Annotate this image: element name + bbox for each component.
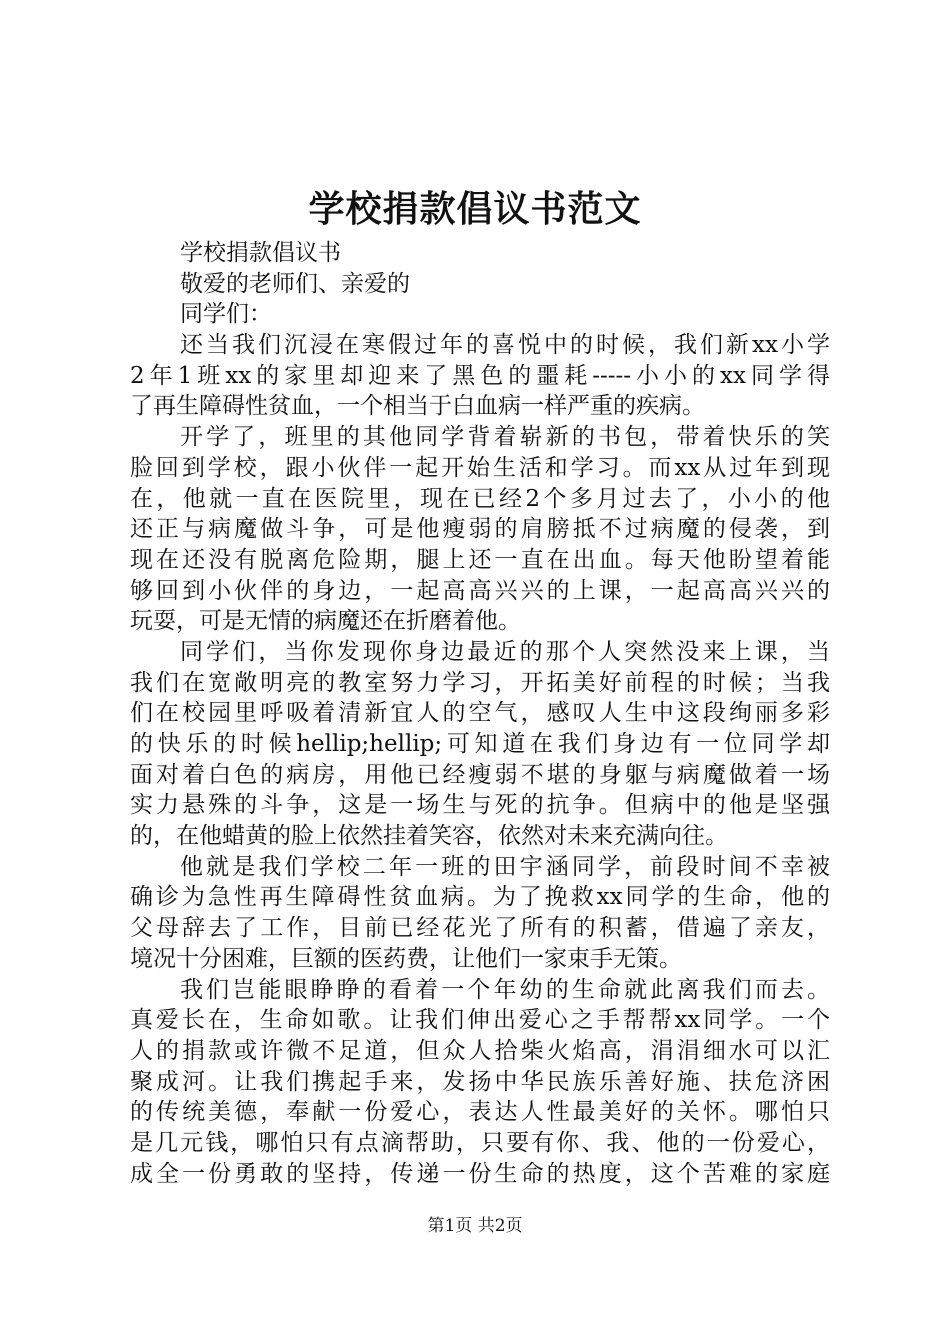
- text-line: 脸回到学校，跟小伙伴一起开始生活和学习。而xx从过年到现: [130, 454, 830, 481]
- text-line: 父母辞去了工作，目前已经花光了所有的积蓄，借遍了亲友，: [130, 915, 830, 942]
- text-line: 境况十分困难，巨额的医药费，让他们一家束手无策。: [130, 945, 682, 972]
- text-line: 同学们：: [180, 301, 272, 328]
- text-line: 够回到小伙伴的身边，一起高高兴兴的上课，一起高高兴兴的: [130, 577, 830, 604]
- text-line: 面对着白色的病房，用他已经瘦弱不堪的身躯与病魔做着一场: [130, 761, 830, 788]
- text-line: 了再生障碍性贫血，一个相当于白血病一样严重的疾病。: [130, 393, 705, 420]
- text-line: 实力悬殊的斗争，这是一场生与死的抗争。但病中的他是坚强: [130, 792, 830, 819]
- page-footer: 第1页 共2页: [427, 1216, 523, 1236]
- text-line: 的快乐的时候hellip;hellip;可知道在我们身边有一位同学却: [130, 731, 830, 757]
- text-line: 的传统美德，奉献一份爱心，表达人性最美好的关怀。哪怕只: [130, 1099, 830, 1126]
- text-line: 玩耍，可是无情的病魔还在折磨着他。: [130, 608, 521, 635]
- text-line: 聚成河。让我们携起手来，发扬中华民族乐善好施、扶危济困: [130, 1068, 830, 1095]
- text-line: 我们在宽敞明亮的教室努力学习，开拓美好前程的时候；当我: [130, 669, 830, 696]
- text-line: 的，在他蜡黄的脸上依然挂着笑容，依然对未来充满向往。: [130, 823, 728, 850]
- text-line: 是几元钱，哪怕只有点滴帮助，只要有你、我、他的一份爱心，: [130, 1129, 830, 1156]
- text-line: 他就是我们学校二年一班的田宇涵同学，前段时间不幸被: [180, 853, 830, 880]
- text-line: 学校捐款倡议书: [180, 240, 341, 266]
- text-line: 我们岂能眼睁睁的看着一个年幼的生命就此离我们而去。: [180, 976, 830, 1003]
- text-line: 人的捐款或许微不足道，但众人拾柴火焰高，涓涓细水可以汇: [130, 1037, 830, 1064]
- text-line: 2年1班xx的家里却迎来了黑色的噩耗-----小小的xx同学得: [130, 362, 830, 389]
- text-line: 还正与病魔做斗争，可是他瘦弱的肩膀抵不过病魔的侵袭，到: [130, 516, 830, 543]
- document-title: 学校捐款倡议书范文: [308, 188, 642, 230]
- document-body: [130, 238, 830, 1189]
- text-line: 敬爱的老师们、亲爱的: [180, 270, 410, 297]
- text-line: 确诊为急性再生障碍性贫血病。为了挽救xx同学的生命，他的: [130, 884, 830, 911]
- text-line: 成全一份勇敢的坚持，传递一份生命的热度，这个苦难的家庭: [130, 1160, 830, 1187]
- text-line: 真爱长在，生命如歌。让我们伸出爱心之手帮帮xx同学。一个: [130, 1007, 830, 1034]
- text-line: 在，他就一直在医院里，现在已经2个多月过去了，小小的他: [130, 485, 830, 512]
- text-line: 还当我们沉浸在寒假过年的喜悦中的时候，我们新xx小学: [180, 332, 830, 359]
- text-line: 同学们，当你发现你身边最近的那个人突然没来上课，当: [180, 638, 830, 665]
- text-line: 现在还没有脱离危险期，腿上还一直在出血。每天他盼望着能: [130, 546, 830, 573]
- text-line: 开学了，班里的其他同学背着崭新的书包，带着快乐的笑: [180, 424, 830, 451]
- text-line: 们在校园里呼吸着清新宜人的空气，感叹人生中这段绚丽多彩: [130, 700, 830, 727]
